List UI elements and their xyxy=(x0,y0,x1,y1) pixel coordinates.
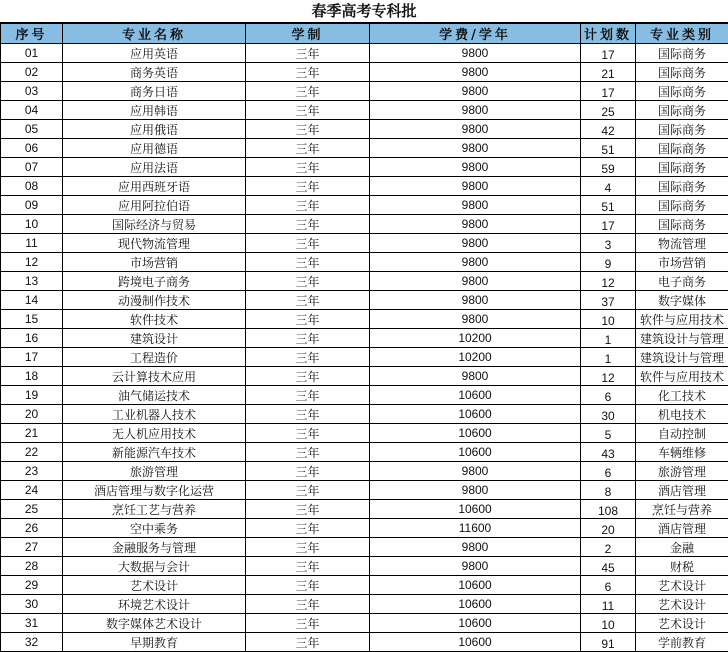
table-row xyxy=(1,633,728,652)
duration-cell[interactable]: 三年 xyxy=(246,633,370,652)
tuition-cell[interactable]: 9800 xyxy=(370,44,581,63)
major-name-cell[interactable]: 动漫制作技术 xyxy=(63,291,246,310)
plan-count-cell[interactable]: 6 xyxy=(581,576,636,595)
duration-cell[interactable]: 三年 xyxy=(246,614,370,633)
duration-cell[interactable]: 三年 xyxy=(246,462,370,481)
major-name-cell[interactable]: 现代物流管理 xyxy=(63,234,246,253)
row-index-cell[interactable]: 21 xyxy=(1,424,63,443)
table-row xyxy=(1,120,728,139)
row-index-cell[interactable]: 32 xyxy=(1,633,63,652)
major-name-cell[interactable]: 商务英语 xyxy=(63,63,246,82)
category-cell[interactable]: 软件与应用技术 xyxy=(636,310,728,329)
major-name-cell[interactable]: 应用西班牙语 xyxy=(63,177,246,196)
duration-cell[interactable]: 三年 xyxy=(246,253,370,272)
duration-cell[interactable]: 三年 xyxy=(246,120,370,139)
major-name-cell[interactable]: 应用阿拉伯语 xyxy=(63,196,246,215)
major-name-cell[interactable]: 建筑设计 xyxy=(63,329,246,348)
tuition-cell[interactable]: 9800 xyxy=(370,462,581,481)
header-major-name[interactable]: 专业名称 xyxy=(63,24,246,44)
category-cell[interactable]: 艺术设计 xyxy=(636,614,728,633)
major-name-cell[interactable]: 数字媒体艺术设计 xyxy=(63,614,246,633)
major-name-cell[interactable]: 工业机器人技术 xyxy=(63,405,246,424)
duration-cell[interactable]: 三年 xyxy=(246,44,370,63)
row-index-cell[interactable]: 13 xyxy=(1,272,63,291)
major-name-cell[interactable]: 应用法语 xyxy=(63,158,246,177)
table-row xyxy=(1,196,728,215)
row-index-cell[interactable]: 16 xyxy=(1,329,63,348)
plan-count-cell[interactable]: 37 xyxy=(581,291,636,310)
table-row xyxy=(1,329,728,348)
header-category[interactable]: 专业类别 xyxy=(636,24,728,44)
header-index[interactable]: 序号 xyxy=(1,24,63,44)
tuition-cell[interactable]: 9800 xyxy=(370,367,581,386)
plan-count-cell[interactable]: 17 xyxy=(581,44,636,63)
tuition-cell[interactable]: 10200 xyxy=(370,348,581,367)
plan-count-cell[interactable]: 59 xyxy=(581,158,636,177)
duration-cell[interactable]: 三年 xyxy=(246,63,370,82)
duration-cell[interactable]: 三年 xyxy=(246,538,370,557)
major-name-cell[interactable]: 大数据与会计 xyxy=(63,557,246,576)
table-row xyxy=(1,215,728,234)
category-cell[interactable]: 机电技术 xyxy=(636,405,728,424)
tuition-cell[interactable]: 9800 xyxy=(370,177,581,196)
duration-cell[interactable]: 三年 xyxy=(246,272,370,291)
major-name-cell[interactable]: 环境艺术设计 xyxy=(63,595,246,614)
table-row xyxy=(1,595,728,614)
duration-cell[interactable]: 三年 xyxy=(246,576,370,595)
duration-cell[interactable]: 三年 xyxy=(246,177,370,196)
row-index-cell[interactable]: 04 xyxy=(1,101,63,120)
table-row xyxy=(1,405,728,424)
duration-cell[interactable]: 三年 xyxy=(246,215,370,234)
tuition-cell[interactable]: 9800 xyxy=(370,557,581,576)
duration-cell[interactable]: 三年 xyxy=(246,500,370,519)
tuition-cell[interactable]: 10600 xyxy=(370,443,581,462)
plan-count-cell[interactable]: 17 xyxy=(581,82,636,101)
category-cell[interactable]: 国际商务 xyxy=(636,63,728,82)
plan-count-cell[interactable]: 12 xyxy=(581,272,636,291)
row-index-cell[interactable]: 08 xyxy=(1,177,63,196)
plan-count-cell[interactable]: 8 xyxy=(581,481,636,500)
plan-count-cell[interactable]: 108 xyxy=(581,500,636,519)
plan-count-cell[interactable]: 6 xyxy=(581,386,636,405)
table-row xyxy=(1,424,728,443)
tuition-cell[interactable]: 10600 xyxy=(370,500,581,519)
category-cell[interactable]: 艺术设计 xyxy=(636,595,728,614)
sheet-title: 春季高考专科批 xyxy=(0,0,728,23)
table-row xyxy=(1,310,728,329)
row-index-cell[interactable]: 02 xyxy=(1,63,63,82)
category-cell[interactable]: 化工技术 xyxy=(636,386,728,405)
duration-cell[interactable]: 三年 xyxy=(246,424,370,443)
tuition-cell[interactable]: 10600 xyxy=(370,614,581,633)
duration-cell[interactable]: 三年 xyxy=(246,101,370,120)
plan-count-cell[interactable]: 10 xyxy=(581,310,636,329)
plan-count-cell[interactable]: 12 xyxy=(581,367,636,386)
duration-cell[interactable]: 三年 xyxy=(246,595,370,614)
plan-count-cell[interactable]: 51 xyxy=(581,139,636,158)
tuition-cell[interactable]: 9800 xyxy=(370,253,581,272)
table-row xyxy=(1,462,728,481)
major-name-cell[interactable]: 软件技术 xyxy=(63,310,246,329)
row-index-cell[interactable]: 23 xyxy=(1,462,63,481)
category-cell[interactable]: 建筑设计与管理 xyxy=(636,348,728,367)
header-row xyxy=(1,24,728,44)
tuition-cell[interactable]: 11600 xyxy=(370,519,581,538)
tuition-cell[interactable]: 9800 xyxy=(370,215,581,234)
category-cell[interactable]: 国际商务 xyxy=(636,196,728,215)
duration-cell[interactable]: 三年 xyxy=(246,234,370,253)
tuition-cell[interactable]: 9800 xyxy=(370,196,581,215)
row-index-cell[interactable]: 26 xyxy=(1,519,63,538)
category-cell[interactable]: 国际商务 xyxy=(636,120,728,139)
tuition-cell[interactable]: 10200 xyxy=(370,329,581,348)
header-plan-count[interactable]: 计划数 xyxy=(581,24,636,44)
major-name-cell[interactable]: 烹饪工艺与营养 xyxy=(63,500,246,519)
major-name-cell[interactable]: 应用韩语 xyxy=(63,101,246,120)
row-index-cell[interactable]: 10 xyxy=(1,215,63,234)
tuition-cell[interactable]: 10600 xyxy=(370,633,581,652)
major-name-cell[interactable]: 酒店管理与数字化运营 xyxy=(63,481,246,500)
major-name-cell[interactable]: 空中乘务 xyxy=(63,519,246,538)
row-index-cell[interactable]: 27 xyxy=(1,538,63,557)
duration-cell[interactable]: 三年 xyxy=(246,291,370,310)
row-index-cell[interactable]: 05 xyxy=(1,120,63,139)
category-cell[interactable]: 国际商务 xyxy=(636,44,728,63)
plan-count-cell[interactable]: 91 xyxy=(581,633,636,652)
table-row xyxy=(1,101,728,120)
row-index-cell[interactable]: 09 xyxy=(1,196,63,215)
plan-count-cell[interactable]: 3 xyxy=(581,234,636,253)
table-row xyxy=(1,481,728,500)
row-index-cell[interactable]: 06 xyxy=(1,139,63,158)
duration-cell[interactable]: 三年 xyxy=(246,139,370,158)
row-index-cell[interactable]: 24 xyxy=(1,481,63,500)
row-index-cell[interactable]: 28 xyxy=(1,557,63,576)
major-name-cell[interactable]: 新能源汽车技术 xyxy=(63,443,246,462)
major-name-cell[interactable]: 旅游管理 xyxy=(63,462,246,481)
category-cell[interactable]: 市场营销 xyxy=(636,253,728,272)
category-cell[interactable]: 车辆维修 xyxy=(636,443,728,462)
row-index-cell[interactable]: 31 xyxy=(1,614,63,633)
category-cell[interactable]: 酒店管理 xyxy=(636,481,728,500)
plan-count-cell[interactable]: 17 xyxy=(581,215,636,234)
tuition-cell[interactable]: 9800 xyxy=(370,101,581,120)
table-row xyxy=(1,386,728,405)
table-row xyxy=(1,614,728,633)
category-cell[interactable]: 建筑设计与管理 xyxy=(636,329,728,348)
duration-cell[interactable]: 三年 xyxy=(246,310,370,329)
table-row xyxy=(1,538,728,557)
tuition-cell[interactable]: 9800 xyxy=(370,310,581,329)
row-index-cell[interactable]: 29 xyxy=(1,576,63,595)
row-index-cell[interactable]: 15 xyxy=(1,310,63,329)
major-name-cell[interactable]: 工程造价 xyxy=(63,348,246,367)
tuition-cell[interactable]: 10600 xyxy=(370,424,581,443)
plan-count-cell[interactable]: 4 xyxy=(581,177,636,196)
category-cell[interactable]: 金融 xyxy=(636,538,728,557)
tuition-cell[interactable]: 9800 xyxy=(370,82,581,101)
table-row xyxy=(1,557,728,576)
row-index-cell[interactable]: 11 xyxy=(1,234,63,253)
row-index-cell[interactable]: 03 xyxy=(1,82,63,101)
category-cell[interactable]: 酒店管理 xyxy=(636,519,728,538)
plan-count-cell[interactable]: 10 xyxy=(581,614,636,633)
category-cell[interactable]: 国际商务 xyxy=(636,139,728,158)
tuition-cell[interactable]: 10600 xyxy=(370,405,581,424)
table-row xyxy=(1,82,728,101)
row-index-cell[interactable]: 25 xyxy=(1,500,63,519)
table-row xyxy=(1,44,728,63)
tuition-cell[interactable]: 9800 xyxy=(370,158,581,177)
table-row xyxy=(1,291,728,310)
tuition-cell[interactable]: 9800 xyxy=(370,139,581,158)
row-index-cell[interactable]: 14 xyxy=(1,291,63,310)
table-row xyxy=(1,519,728,538)
tuition-cell[interactable]: 9800 xyxy=(370,272,581,291)
row-index-cell[interactable]: 12 xyxy=(1,253,63,272)
row-index-cell[interactable]: 07 xyxy=(1,158,63,177)
plan-count-cell[interactable]: 45 xyxy=(581,557,636,576)
category-cell[interactable]: 数字媒体 xyxy=(636,291,728,310)
major-name-cell[interactable]: 商务日语 xyxy=(63,82,246,101)
majors-table xyxy=(0,23,728,652)
major-name-cell[interactable]: 艺术设计 xyxy=(63,576,246,595)
table-row xyxy=(1,63,728,82)
table-row xyxy=(1,234,728,253)
tuition-cell[interactable]: 9800 xyxy=(370,63,581,82)
major-name-cell[interactable]: 国际经济与贸易 xyxy=(63,215,246,234)
row-index-cell[interactable]: 30 xyxy=(1,595,63,614)
category-cell[interactable]: 物流管理 xyxy=(636,234,728,253)
table-row xyxy=(1,367,728,386)
major-name-cell[interactable]: 云计算技术应用 xyxy=(63,367,246,386)
major-name-cell[interactable]: 跨境电子商务 xyxy=(63,272,246,291)
plan-count-cell[interactable]: 21 xyxy=(581,63,636,82)
row-index-cell[interactable]: 01 xyxy=(1,44,63,63)
major-name-cell[interactable]: 早期教育 xyxy=(63,633,246,652)
table-row xyxy=(1,253,728,272)
table-row xyxy=(1,443,728,462)
table-row xyxy=(1,177,728,196)
header-duration[interactable]: 学制 xyxy=(246,24,370,44)
plan-count-cell[interactable]: 9 xyxy=(581,253,636,272)
plan-count-cell[interactable]: 5 xyxy=(581,424,636,443)
tuition-cell[interactable]: 10600 xyxy=(370,386,581,405)
plan-count-cell[interactable]: 43 xyxy=(581,443,636,462)
duration-cell[interactable]: 三年 xyxy=(246,405,370,424)
category-cell[interactable]: 国际商务 xyxy=(636,158,728,177)
category-cell[interactable]: 学前教育 xyxy=(636,633,728,652)
tuition-cell[interactable]: 10600 xyxy=(370,595,581,614)
plan-count-cell[interactable]: 30 xyxy=(581,405,636,424)
category-cell[interactable]: 国际商务 xyxy=(636,101,728,120)
table-row xyxy=(1,139,728,158)
major-name-cell[interactable]: 应用英语 xyxy=(63,44,246,63)
table-row xyxy=(1,158,728,177)
plan-count-cell[interactable]: 42 xyxy=(581,120,636,139)
category-cell[interactable]: 旅游管理 xyxy=(636,462,728,481)
category-cell[interactable]: 国际商务 xyxy=(636,177,728,196)
category-cell[interactable]: 艺术设计 xyxy=(636,576,728,595)
duration-cell[interactable]: 三年 xyxy=(246,519,370,538)
plan-count-cell[interactable]: 1 xyxy=(581,329,636,348)
row-index-cell[interactable]: 18 xyxy=(1,367,63,386)
duration-cell[interactable]: 三年 xyxy=(246,557,370,576)
row-index-cell[interactable]: 19 xyxy=(1,386,63,405)
row-index-cell[interactable]: 20 xyxy=(1,405,63,424)
major-name-cell[interactable]: 无人机应用技术 xyxy=(63,424,246,443)
row-index-cell[interactable]: 22 xyxy=(1,443,63,462)
row-index-cell[interactable]: 17 xyxy=(1,348,63,367)
plan-count-cell[interactable]: 2 xyxy=(581,538,636,557)
tuition-cell[interactable]: 10600 xyxy=(370,576,581,595)
duration-cell[interactable]: 三年 xyxy=(246,196,370,215)
duration-cell[interactable]: 三年 xyxy=(246,481,370,500)
major-name-cell[interactable]: 应用俄语 xyxy=(63,120,246,139)
plan-count-cell[interactable]: 51 xyxy=(581,196,636,215)
major-name-cell[interactable]: 市场营销 xyxy=(63,253,246,272)
table-row xyxy=(1,576,728,595)
plan-count-cell[interactable]: 6 xyxy=(581,462,636,481)
category-cell[interactable]: 自动控制 xyxy=(636,424,728,443)
tuition-cell[interactable]: 9800 xyxy=(370,120,581,139)
tuition-cell[interactable]: 9800 xyxy=(370,234,581,253)
major-name-cell[interactable]: 金融服务与管理 xyxy=(63,538,246,557)
duration-cell[interactable]: 三年 xyxy=(246,348,370,367)
duration-cell[interactable]: 三年 xyxy=(246,443,370,462)
plan-count-cell[interactable]: 1 xyxy=(581,348,636,367)
plan-count-cell[interactable]: 20 xyxy=(581,519,636,538)
category-cell[interactable]: 财税 xyxy=(636,557,728,576)
table-row xyxy=(1,272,728,291)
plan-count-cell[interactable]: 25 xyxy=(581,101,636,120)
category-cell[interactable]: 软件与应用技术 xyxy=(636,367,728,386)
duration-cell[interactable]: 三年 xyxy=(246,329,370,348)
header-tuition[interactable]: 学费/学年 xyxy=(370,24,581,44)
plan-count-cell[interactable]: 11 xyxy=(581,595,636,614)
category-cell[interactable]: 国际商务 xyxy=(636,82,728,101)
duration-cell[interactable]: 三年 xyxy=(246,82,370,101)
tuition-cell[interactable]: 9800 xyxy=(370,291,581,310)
table-body xyxy=(1,44,728,652)
category-cell[interactable]: 电子商务 xyxy=(636,272,728,291)
table-row xyxy=(1,348,728,367)
tuition-cell[interactable]: 9800 xyxy=(370,538,581,557)
table-row xyxy=(1,500,728,519)
duration-cell[interactable]: 三年 xyxy=(246,158,370,177)
major-name-cell[interactable]: 应用德语 xyxy=(63,139,246,158)
duration-cell[interactable]: 三年 xyxy=(246,386,370,405)
major-name-cell[interactable]: 油气储运技术 xyxy=(63,386,246,405)
tuition-cell[interactable]: 9800 xyxy=(370,481,581,500)
duration-cell[interactable]: 三年 xyxy=(246,367,370,386)
category-cell[interactable]: 烹饪与营养 xyxy=(636,500,728,519)
category-cell[interactable]: 国际商务 xyxy=(636,215,728,234)
